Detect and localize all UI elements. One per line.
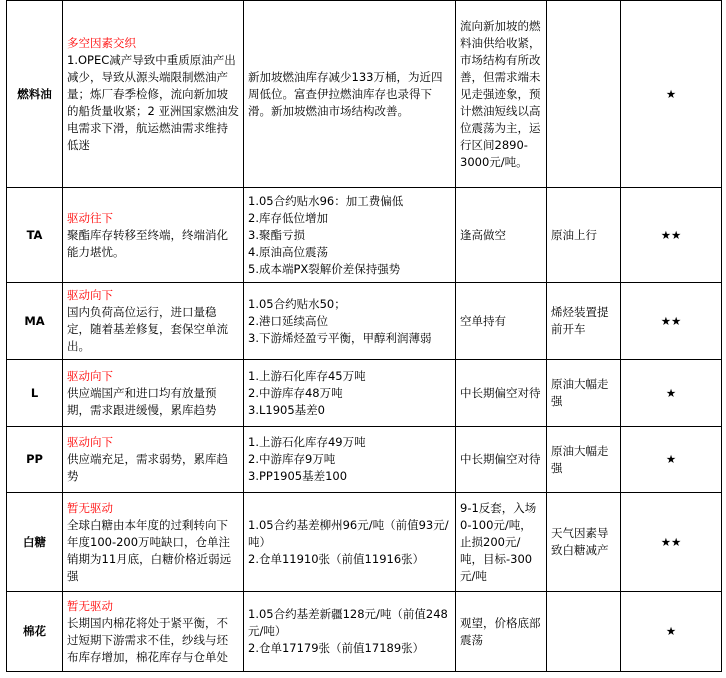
driver-body: 1.OPEC减产导致中重质原油产出减少，导致从源头端限制燃油产量；炼厂春季检修，流向新加坡的船货量收紧；2 亚洲国家燃油发电需求下滑，航运燃油需求维持低迷 xyxy=(67,52,239,152)
fundamentals-cell xyxy=(244,493,456,592)
rating-stars: ★★ xyxy=(621,188,722,283)
fundamental-item: 2.港口延续高位 xyxy=(248,313,328,328)
driver-title: 驱动向下 xyxy=(67,435,113,449)
table-row xyxy=(7,283,722,360)
driver-cell xyxy=(63,427,244,493)
fundamentals-cell xyxy=(244,283,456,360)
rating-stars: ★★ xyxy=(621,283,722,360)
fundamental-item: 5.成本端PX裂解价差保持强势 xyxy=(248,261,401,276)
fundamental-item: 新加坡燃油库存减少133万桶，为近四周低位。富查伊拉燃油库存也录得下滑。新加坡燃油市场结构改善。 xyxy=(248,69,443,118)
driver-title: 驱动向下 xyxy=(67,368,113,383)
driver-title: 驱动往下 xyxy=(67,210,113,225)
table-row xyxy=(7,1,722,188)
strategy-cell: 观望，价格底部震荡 xyxy=(456,592,547,672)
driver-title: 多空因素交织 xyxy=(67,35,136,50)
strategy-cell: 中长期偏空对待 xyxy=(456,360,547,427)
driver-cell xyxy=(63,360,244,427)
fundamental-item: 3.聚酯亏损 xyxy=(248,227,305,242)
fundamental-item: 2.仓单17179张（前值17189张） xyxy=(248,641,425,655)
driver-body: 聚酯库存转移至终端，终端消化能力堪忧。 xyxy=(67,227,228,259)
driver-body: 长期国内棉花将处于紧平衡，不过短期下游需求不佳，纱线与坯布库存增加，棉花库存与仓单处 xyxy=(67,615,228,664)
fundamental-item: 1.上游石化库存45万吨 xyxy=(248,368,366,383)
commodity-name: 燃料油 xyxy=(7,1,63,188)
risk-cell: 原油大幅走强 xyxy=(547,427,621,493)
driver-cell xyxy=(63,188,244,283)
table-row xyxy=(7,360,722,427)
fundamental-item: 2.仓单11910张（前值11916张） xyxy=(248,551,425,566)
strategy-cell: 逢高做空 xyxy=(456,188,547,283)
driver-cell xyxy=(63,1,244,188)
risk-cell: 烯烃装置提前开车 xyxy=(547,283,621,360)
fundamental-item: 1.05合约贴水96：加工费偏低 xyxy=(248,193,404,208)
commodity-name: L xyxy=(7,360,63,427)
driver-title: 驱动向下 xyxy=(67,288,113,302)
commodity-name: TA xyxy=(7,188,63,283)
fundamental-item: 3.下游烯烃盈亏平衡，甲醇利润薄弱 xyxy=(248,330,432,345)
driver-cell xyxy=(63,493,244,592)
risk-cell xyxy=(547,592,621,672)
rating-stars: ★ xyxy=(621,1,722,188)
rating-stars: ★ xyxy=(621,360,722,427)
fundamental-item: 1.上游石化库存49万吨 xyxy=(248,435,366,449)
fundamental-item: 2.库存低位增加 xyxy=(248,210,328,225)
commodity-name: MA xyxy=(7,283,63,360)
risk-cell: 原油大幅走强 xyxy=(547,360,621,427)
fundamental-item: 3.PP1905基差100 xyxy=(248,469,348,483)
table-row xyxy=(7,592,722,672)
commodity-name: PP xyxy=(7,427,63,493)
fundamental-item: 1.05合约基差新疆128元/吨（前值248元/吨） xyxy=(248,607,448,638)
driver-body: 供应端充足，需求弱势，累库趋势 xyxy=(67,452,228,483)
commodity-name: 白糖 xyxy=(7,493,63,592)
fundamentals-cell xyxy=(244,427,456,493)
strategy-cell: 空单持有 xyxy=(456,283,547,360)
strategy-cell: 流向新加坡的燃料油供给收紧，市场结构有所改善，但需求端未见走强迹象，预计燃油短线以高位震荡为主，运行区间2890-3000元/吨。 xyxy=(456,1,547,188)
fundamentals-cell xyxy=(244,360,456,427)
commodity-name: 棉花 xyxy=(7,592,63,672)
commodity-strategy-table xyxy=(6,0,722,672)
table-row xyxy=(7,427,722,493)
fundamentals-cell xyxy=(244,188,456,283)
risk-cell: 天气因素导致白糖减产 xyxy=(547,493,621,592)
driver-title: 暂无驱动 xyxy=(67,500,113,515)
fundamentals-cell xyxy=(244,1,456,188)
fundamentals-cell xyxy=(244,592,456,672)
risk-cell xyxy=(547,1,621,188)
rating-stars: ★ xyxy=(621,592,722,672)
fundamental-item: 2.中游库存48万吨 xyxy=(248,385,343,400)
driver-body: 全球白糖由本年度的过剩转向下年度100-200万吨缺口，仓单注销期为11月底，白糖价格近弱远强 xyxy=(67,517,232,583)
fundamental-item: 4.原油高位震荡 xyxy=(248,244,328,259)
driver-cell xyxy=(63,283,244,360)
fundamental-item: 1.05合约贴水50； xyxy=(248,296,346,311)
driver-title: 暂无驱动 xyxy=(67,598,113,613)
strategy-cell: 中长期偏空对待 xyxy=(456,427,547,493)
driver-cell xyxy=(63,592,244,672)
fundamental-item: 2.中游库存9万吨 xyxy=(248,452,336,466)
fundamental-item: 3.L1905基差0 xyxy=(248,402,325,417)
risk-cell: 原油上行 xyxy=(547,188,621,283)
rating-stars: ★ xyxy=(621,427,722,493)
fundamental-item: 1.05合约基差柳州96元/吨（前值93元/吨） xyxy=(248,517,449,549)
table-row xyxy=(7,188,722,283)
rating-stars: ★★ xyxy=(621,493,722,592)
driver-body: 国内负荷高位运行，进口量稳定，随着基差修复，套保空单流出。 xyxy=(67,305,228,353)
table-row xyxy=(7,493,722,592)
strategy-cell: 9-1反套，入场0-100元/吨，止损200元/吨，目标-300元/吨 xyxy=(456,493,547,592)
driver-body: 供应端国产和进口均有放量预期，需求跟进缓慢，累库趋势 xyxy=(67,385,217,417)
